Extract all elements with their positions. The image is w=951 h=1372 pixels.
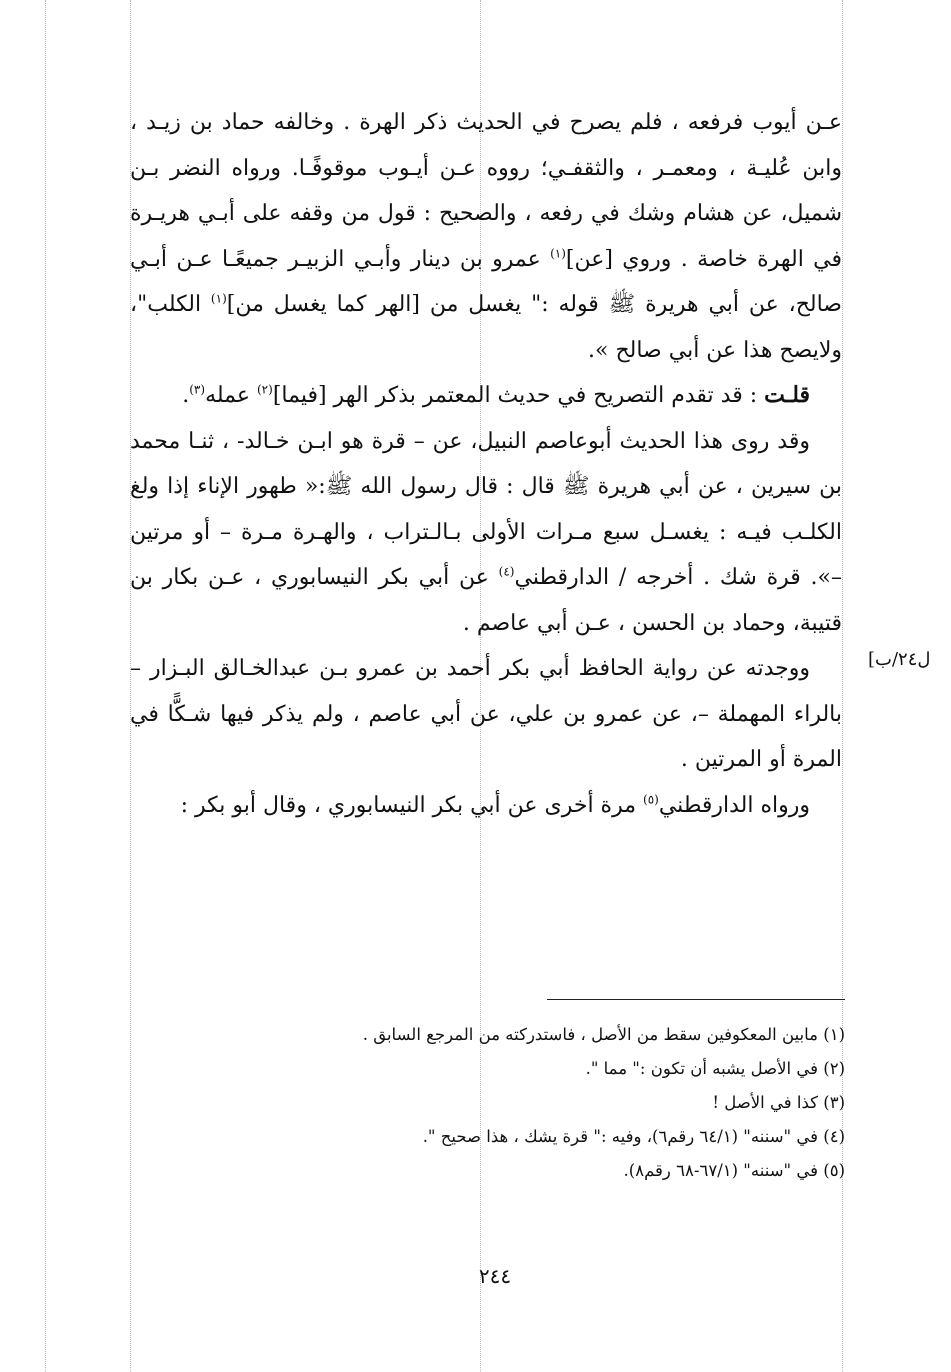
text-run: عـن أيوب فرفعه ، فلم يصرح في الحديث ذكر الهرة . وخالفه حماد بن زيـد ، وابن عُليـة ، ومعمـر ، والثقفـي؛ رووه عـن أيـوب موقوفًـا. ورواه النضر بـن شميل، عن هشام وشك في رفعه ، والصحيح : قول من وقفه على أبـي هريـرة في الهرة خاصة . وروي [عن] <box>130 110 843 272</box>
text-run: وقد روى هذا الحديث أبوعاصم النبيل، عن – قرة هو ابـن خـالد- ، ثنـا محمد بن سيرين ، عن أبي هريرة ﷺ قال : قال رسول الله ﷺ:« طهور الإناء إذا ولغ الكلـب فيـه : يغسـل سبع مـرات الأولى بـالـتراب ، والهـرة مـرة – أو مرتين –». قرة شك . أخرجه / الدارقطني <box>130 428 842 590</box>
text-run: : قد تقدم التصريح في حديث المعتمر بذكر الهر [فيما] <box>272 383 765 408</box>
text-run: عمله <box>205 383 257 408</box>
text-run: عن أبي بكر النيسابوري ، عـن بكار بن قتيبة، وحماد بن الحسن ، عـن أبي عاصم . <box>130 565 842 636</box>
footnote-item: (٢) في الأصل يشبه أن تكون :" مما ". <box>585 1059 845 1078</box>
footnote-ref: (٢) <box>256 382 273 397</box>
paragraph <box>130 783 842 829</box>
footnote-ref: (٥) <box>643 792 659 807</box>
footnote-ref: (٣) <box>189 382 206 397</box>
text-run: عمرو بن دينار وأبـي الزبيـر جميعًـا عـن أبـي صالح، عن أبي هريرة ﷺ قوله :" يغسل من [الهر كما يغسل من] <box>130 246 842 317</box>
footnote-item: (٤) في "سننه" (٦٤/١ رقم٦)، وفيه :" قرة يشك ، هذا صحيح ". <box>422 1127 845 1146</box>
footnote-separator <box>547 999 845 1000</box>
qult-label: قلـت <box>764 382 810 408</box>
footnote-item: (٣) كذا في الأصل ! <box>712 1093 845 1112</box>
main-text <box>130 100 842 828</box>
page-number: ٢٤٤ <box>478 1264 512 1288</box>
text-run: مرة أخرى عن أبي بكر النيسابوري ، وقال أبو بكر : <box>180 792 644 818</box>
margin-folio-note: ل٢٤/ب] <box>868 649 931 670</box>
footnote-item: (١) مابين المعكوفين سقط من الأصل ، فاستدركته من المرجع السابق . <box>362 1025 845 1044</box>
text-run: ورواه الدارقطني <box>658 792 810 818</box>
text-run: ووجدته عن رواية الحافظ أبي بكر أحمد بن عمرو بـن عبدالخـالق البـزار – بالراء المهملة –، عن عمرو بن علي، عن أبي عاصم ، ولم يذكر فيها شـكًّا في المرة أو المرتين . <box>130 656 842 772</box>
text-run: الكلب"، ولايصح هذا عن أبي صالح ». <box>130 292 842 363</box>
footnote-ref: (٤) <box>498 564 515 579</box>
paragraph <box>130 646 842 783</box>
dotted-guide-line <box>45 0 46 1372</box>
paragraph <box>130 373 842 419</box>
paragraph <box>130 419 842 647</box>
footnote-item: (٥) في "سننه" (٦٧/١-٦٨ رقم٨). <box>623 1161 845 1180</box>
footnote-ref: (١) <box>550 246 566 261</box>
text-run: . <box>182 383 190 408</box>
paragraph <box>130 100 842 373</box>
footnote-ref: (١) <box>210 291 227 306</box>
footnotes <box>200 1018 845 1188</box>
